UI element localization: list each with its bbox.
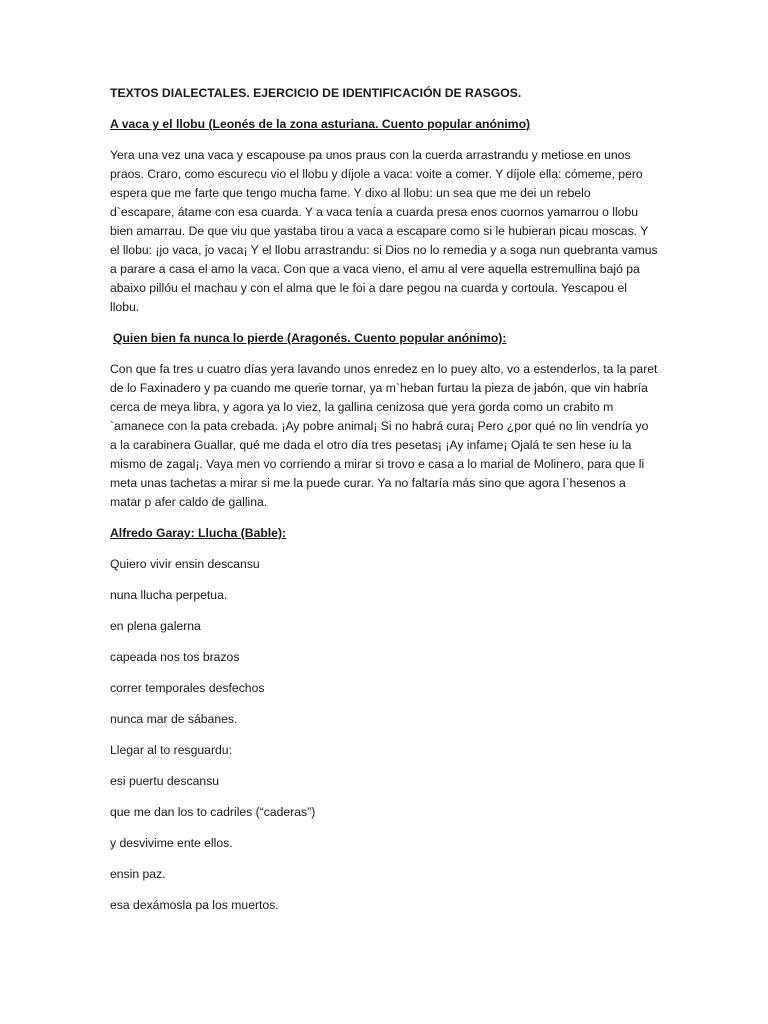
poem-line: Llegar al to resguardu: [110, 743, 232, 757]
section-text-vaca-llobu: Yera una vez una vaca y escapouse pa unos praus con la cuerda arrastrandu y metiose en unos praos. Craro, como escurecu vio el llobu y díjole a vaca: voite a comer. Y díjole ella: cómeme, pero espera que me farte que tengo mucha fame. Y dixo al llobu: un sea que me dei un rebelo d`escapare, átame con esa cuarda. Y a vaca tenía a cuarda presa enos cuornos yamarrou o llobu bien amarrau. De que viu que yastaba tirou a vaca a escapare como si le hubieran picau moscas. Y el llobu: ¡jo vaca, jo vaca¡ Y el llobu arrastrandu: si Dios no lo remedia y a soga nun quebranta vamus a parare a casa el amo la vaca. Con que a vaca vieno, el amu al vere aquella estremullina bajó pa abaixo pillóu el machau y con el alma que le foi a dare pegou na cuarda y cortoula. Yescapou el llobu. [110, 148, 658, 314]
poem-line: Quiero vivir ensin descansu [110, 557, 260, 571]
poem-line: nuna llucha perpetua. [110, 588, 228, 602]
poem-line: en plena galerna [110, 619, 201, 633]
poem-line: ensin paz. [110, 867, 166, 881]
poem-line: esa dexámosla pa los muertos. [110, 898, 279, 912]
poem-line: y desvivime ente ellos. [110, 836, 233, 850]
poem-line: nunca mar de sábanes. [110, 712, 238, 726]
poem-line: esi puertu descansu [110, 774, 220, 788]
section-heading-llucha: Alfredo Garay: Llucha (Bable): [110, 526, 287, 540]
document-page [110, 84, 658, 927]
section-text-quien-bien-fa: Con que fa tres u cuatro días yera lavando unos enredez en lo puey alto, vo a estenderlos, ta la paret de lo Faxinadero y pa cuando me querie tornar, ya m`heban furtau la pieza de jabón, que vin habría cerca de meya libra, y agora ya lo viez, la gallina cenizosa que yera gorda como un crabito m `amanece con la pata crebada. ¡Ay pobre animal¡ Si no habrá cura¡ Pero ¿por qué no lin vendría yo a la carabinera Guallar, qué me dada el otro día tres pesetas¡ ¡Ay infame¡ Ojalá te sen hese iu la mismo de zagal¡. Vaya men vo corriendo a mirar si trovo e casa a lo marial de Molinero, para que li meta unas tachetas a mirar si me la puede curar. Ya no faltaría más sino que agora l`hesenos a matar p afer caldo de gallina. [110, 362, 658, 509]
document-title: TEXTOS DIALECTALES. EJERCICIO DE IDENTIFICACIÓN DE RASGOS. [110, 86, 522, 100]
poem-llucha [110, 555, 658, 915]
poem-line: que me dan los to cadriles (“caderas”) [110, 805, 316, 819]
poem-line: capeada nos tos brazos [110, 650, 240, 664]
section-heading-vaca-llobu: A vaca y el llobu (Leonés de la zona asturiana. Cuento popular anónimo) [110, 117, 531, 131]
section-heading-quien-bien-fa: Quien bien fa nunca lo pierde (Aragonés. Cuento popular anónimo): [113, 331, 507, 345]
poem-line: correr temporales desfechos [110, 681, 265, 695]
